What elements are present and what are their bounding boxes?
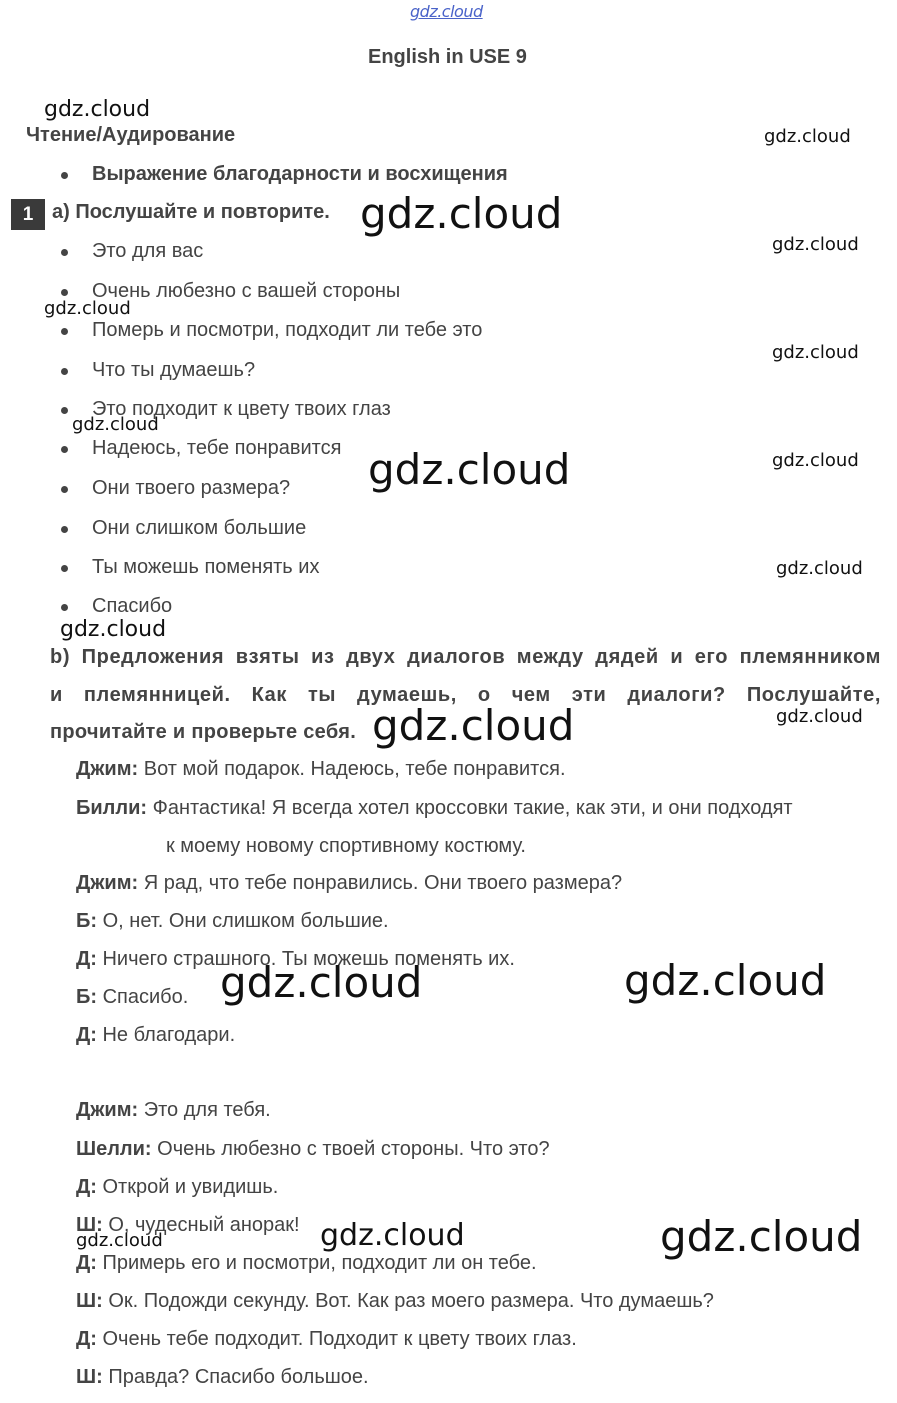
dialogue-line [76,1138,550,1161]
speaker-name: Д: [76,948,97,970]
topic-heading: Выражение благодарности и восхищения [92,163,508,185]
dialogue-line [76,1252,537,1275]
phrase-bullet [61,526,68,533]
speaker-name: Д: [76,1024,97,1046]
dialogue-line [76,872,622,895]
dialogue-text: Это для тебя. [143,1099,271,1121]
watermark: gdz.cloud [368,445,571,494]
speaker-name: Д: [76,1328,97,1350]
exercise-part-b-line: b) Предложения взяты из двух диалогов между дядей и его племянником [50,646,881,668]
phrase-item: Ты можешь поменять их [92,556,320,578]
speaker-name: Б: [76,910,98,932]
phrase-bullet [61,328,68,335]
dialogue-line [76,1290,714,1313]
dialogue-line [76,758,566,781]
speaker-name: Джим: [76,758,139,780]
exercise-part-b-line: прочитайте и проверьте себя. [50,721,357,743]
speaker-name: Билли: [76,797,148,819]
watermark: gdz.cloud [72,414,159,435]
dialogue-text: Очень тебе подходит. Подходит к цвету твоих глаз. [102,1328,577,1350]
section-heading: Чтение/Аудирование [26,124,236,146]
dialogue-line [76,797,793,820]
exercise-part-a: a) Послушайте и повторите. [52,201,330,223]
watermark: gdz.cloud [660,1212,863,1261]
watermark: gdz.cloud [772,234,859,255]
watermark: gdz.cloud [60,617,167,642]
speaker-name: Шелли: [76,1138,152,1160]
dialogue-line [76,986,188,1009]
phrase-item: Они слишком большие [92,517,307,539]
dialogue-text: Вот мой подарок. Надеюсь, тебе понравится. [143,758,566,780]
watermark: gdz.cloud [764,126,851,147]
dialogue-line [76,1024,235,1047]
watermark-top: gdz.cloud [410,2,483,21]
dialogue-text: Спасибо. [102,986,189,1008]
watermark: gdz.cloud [360,189,563,238]
watermark: gdz.cloud [772,450,859,471]
watermark: gdz.cloud [320,1218,465,1253]
dialogue-line [76,1099,271,1122]
dialogue-text: Примерь его и посмотри, подходит ли он тебе. [102,1252,537,1274]
watermark: gdz.cloud [44,97,151,122]
phrase-bullet [61,368,68,375]
phrase-item: Это для вас [92,240,204,262]
dialogue-text: Фантастика! Я всегда хотел кроссовки такие, как эти, и они подходят [152,797,793,819]
speaker-name: Ш: [76,1290,103,1312]
phrase-bullet [61,289,68,296]
phrase-item: Они твоего размера? [92,477,291,499]
phrase-item: Это подходит к цвету твоих глаз [92,398,391,420]
dialogue-line [76,1176,278,1199]
dialogue-line [76,910,389,933]
dialogue-text: Правда? Спасибо большое. [108,1366,369,1388]
phrase-item: Спасибо [92,595,173,617]
dialogue-line [76,1328,577,1351]
speaker-name: Джим: [76,1099,139,1121]
dialogue-text: О, нет. Они слишком большие. [102,910,389,932]
watermark: gdz.cloud [772,342,859,363]
phrase-bullet [61,407,68,414]
watermark: gdz.cloud [776,706,863,727]
dialogue-text: Очень любезно с твоей стороны. Что это? [157,1138,550,1160]
phrase-bullet [61,446,68,453]
dialogue-text: О, чудесный анорак! [108,1214,300,1236]
watermark: gdz.cloud [76,1230,163,1251]
phrase-bullet [61,604,68,611]
phrase-bullet [61,565,68,572]
phrase-item: Померь и посмотри, подходит ли тебе это [92,319,483,341]
watermark: gdz.cloud [372,701,575,750]
exercise-number-badge: 1 [11,199,45,230]
watermark: gdz.cloud [44,298,131,319]
dialogue-text: Открой и увидишь. [102,1176,279,1198]
dialogue-line [76,1366,369,1389]
speaker-name: Д: [76,1176,97,1198]
speaker-name: Д: [76,1252,97,1274]
watermark: gdz.cloud [220,958,423,1007]
phrase-bullet [61,249,68,256]
dialogue-text: Не благодари. [102,1024,236,1046]
phrase-item: Очень любезно с вашей стороны [92,280,401,302]
topic-bullet [61,172,68,179]
speaker-name: Ш: [76,1214,103,1236]
dialogue-text: Я рад, что тебе понравились. Они твоего размера? [143,872,623,894]
page-title: English in USE 9 [368,46,527,68]
dialogue-text: Ничего страшного. Ты можешь поменять их. [102,948,515,970]
phrase-item: Что ты думаешь? [92,359,256,381]
phrase-bullet [61,486,68,493]
speaker-name: Б: [76,986,98,1008]
dialogue-text: Ок. Подожди секунду. Вот. Как раз моего размера. Что думаешь? [108,1290,714,1312]
phrase-item: Надеюсь, тебе понравится [92,437,342,459]
speaker-name: Ш: [76,1366,103,1388]
speaker-name: Джим: [76,872,139,894]
watermark: gdz.cloud [776,558,863,579]
watermark: gdz.cloud [624,956,827,1005]
exercise-part-b-line: и племянницей. Как ты думаешь, о чем эти диалоги? Послушайте, [50,684,881,706]
dialogue-continuation: к моему новому спортивному костюму. [166,835,526,857]
